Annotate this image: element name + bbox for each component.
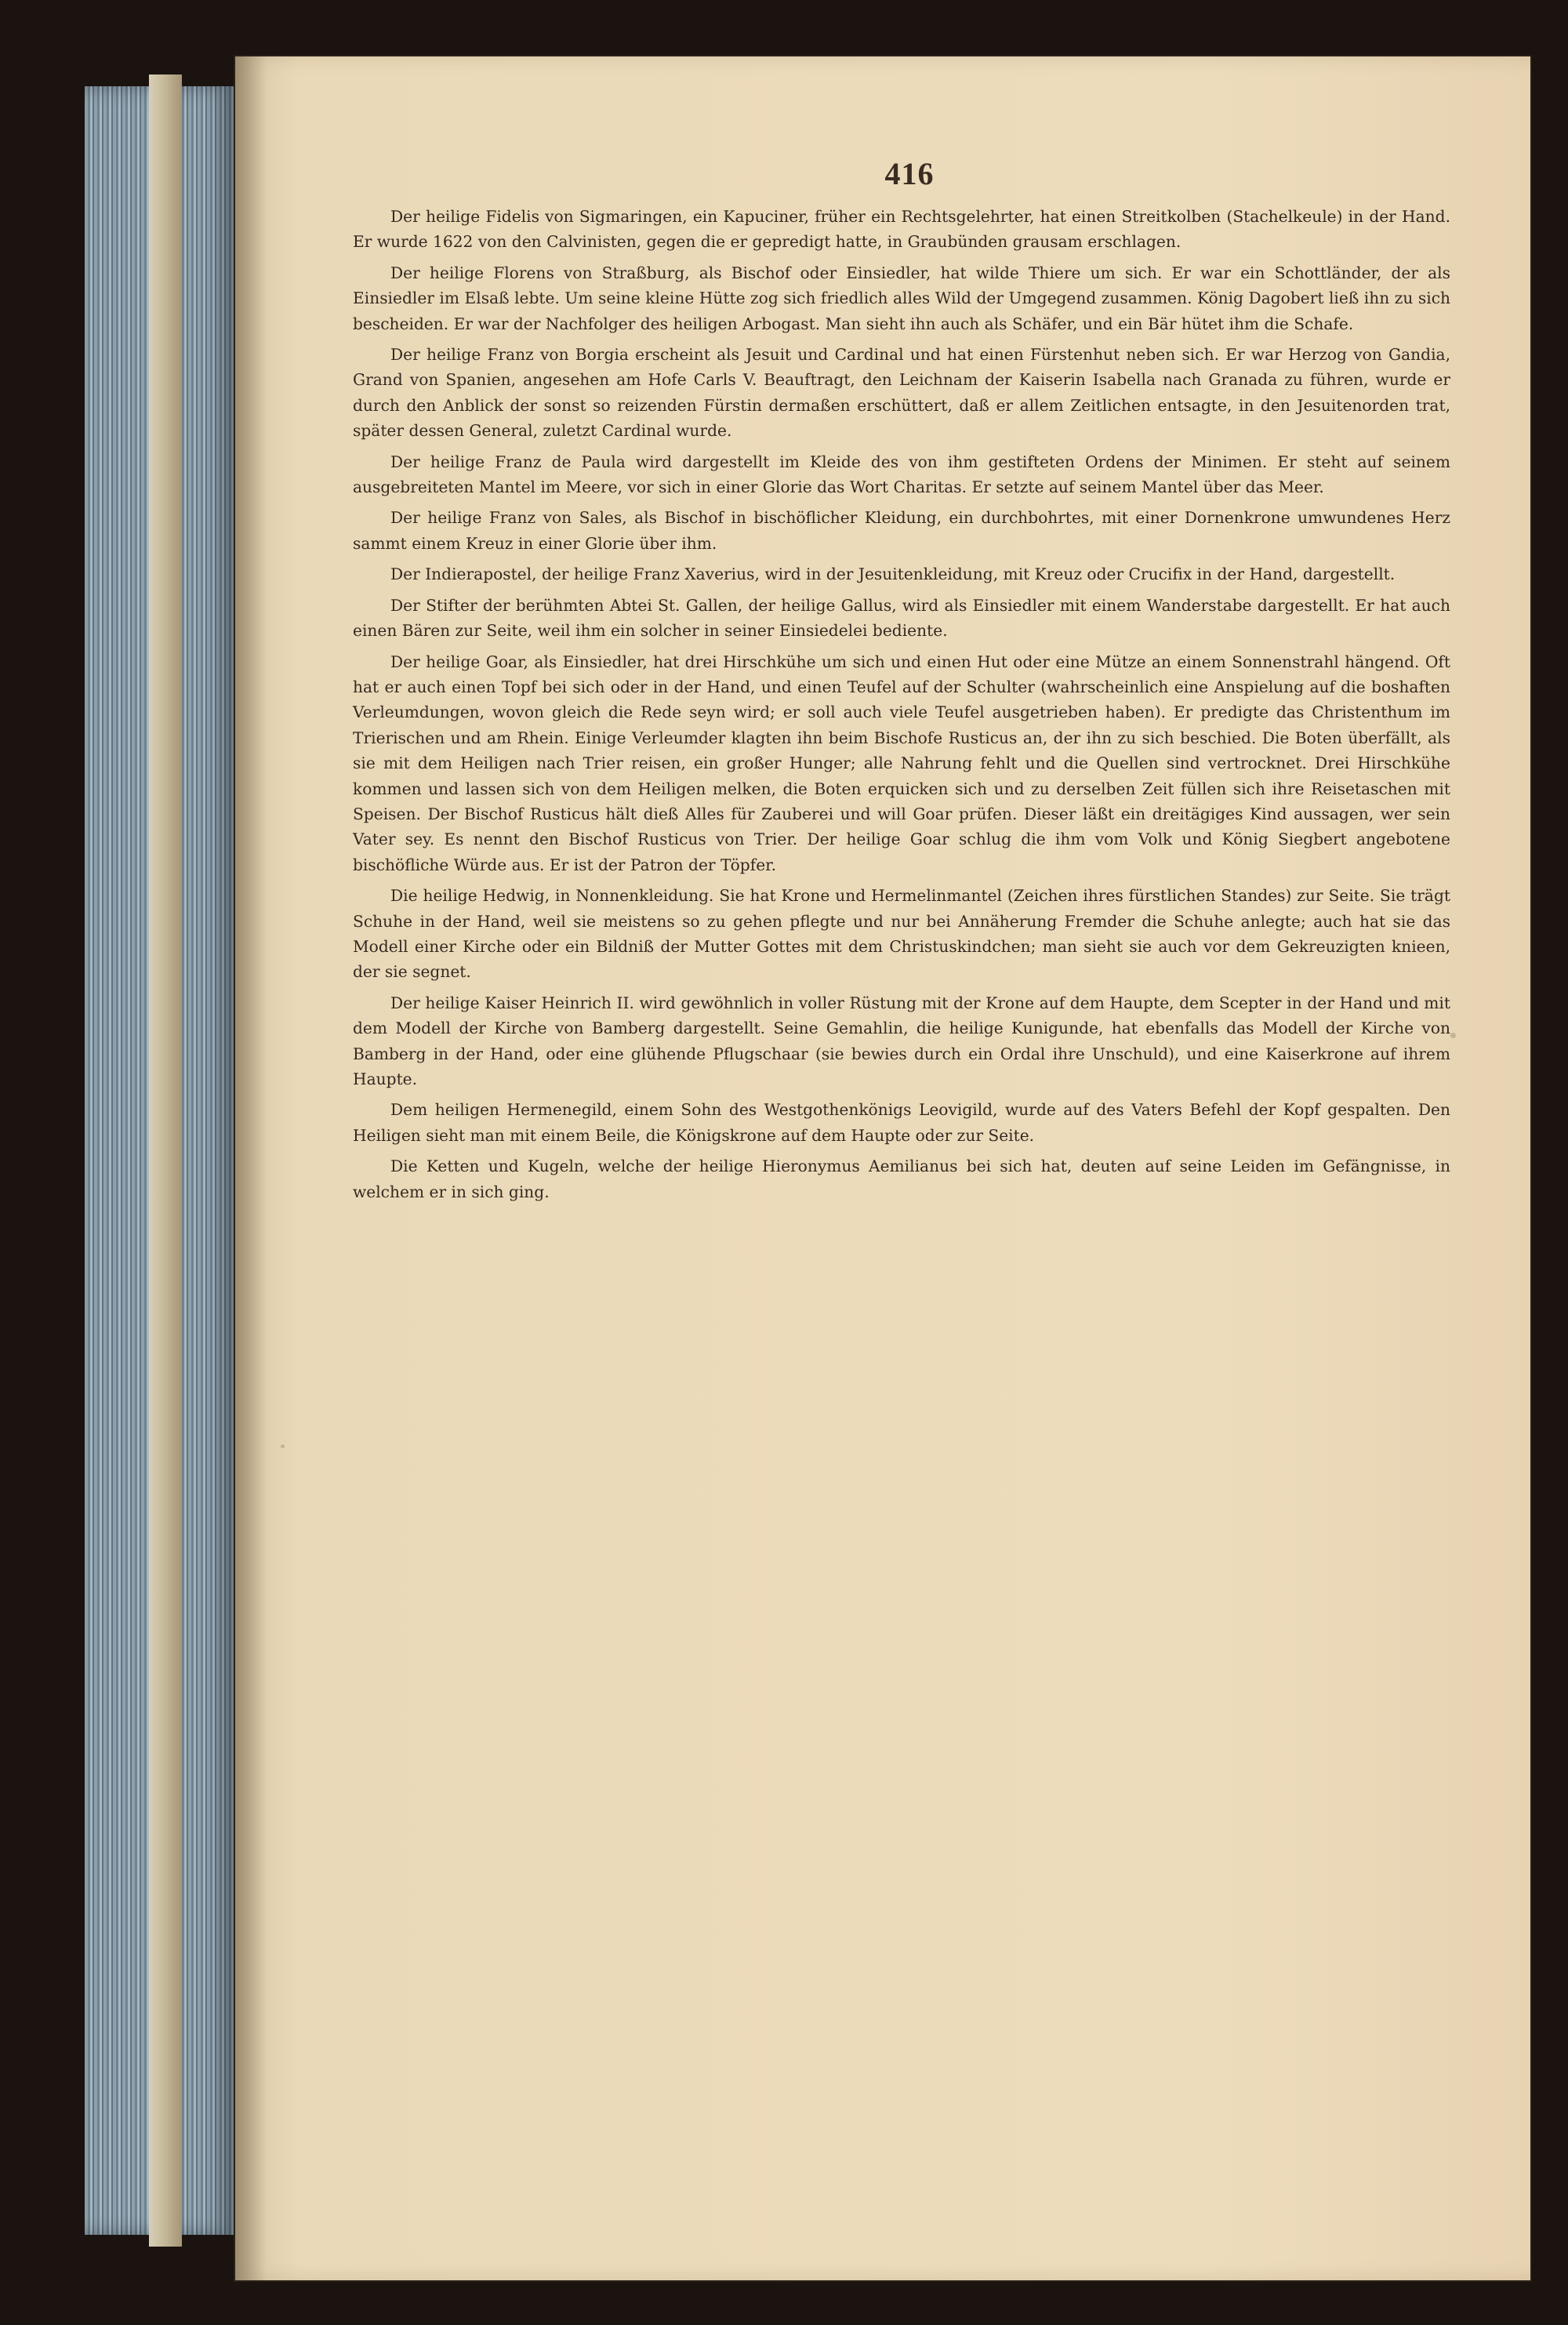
paragraph: Der heilige Franz de Paula wird dargestellt im Kleide des von ihm gestifteten Ordens der Minimen. Er steht auf seinem ausgebreiteten Mantel im Meere, vor sich in einer Glorie das Wort Charitas. Er setzte auf seinem Mantel über das Meer. — [353, 452, 1450, 497]
paragraph: Der heilige Fidelis von Sigmaringen, ein Kapuciner, früher ein Rechtsgelehrter, hat einen Streitkolben (Stachelkeule) in der Hand. Er wurde 1622 von den Calvinisten, gegen die er gepredigt hatte, in Graubünden grausam erschlagen. — [353, 207, 1450, 252]
paragraph: Der heilige Kaiser Heinrich II. wird gewöhnlich in voller Rüstung mit der Krone auf dem Haupte, dem Scepter in der Hand und mit dem Modell der Kirche von Bamberg dargestellt. Seine Gemahlin, die heilige Kunigunde, hat ebenfalls das Modell der Kirche von Bamberg in der Hand, oder eine glühende Pflugschaar (sie bewies durch ein Ordal ihre Unschuld), und eine Kaiserkrone auf ihrem Haupte. — [353, 993, 1450, 1088]
paragraph: Die heilige Hedwig, in Nonnenkleidung. Sie hat Krone und Hermelinmantel (Zeichen ihres fürstlichen Standes) zur Seite. Sie trägt Schuhe in der Hand, weil sie meistens so zu gehen pflegte und nur bei Annäherung Fremder die Schuhe anlegte; auch hat sie das Modell einer Kirche oder ein Bildniß der Mutter Gottes mit dem Christuskindchen; man sieht sie auch vor dem Gekreuzigten knieen, der sie segnet. — [353, 886, 1450, 982]
paragraph: Der Indierapostel, der heilige Franz Xaverius, wird in der Jesuitenkleidung, mit Kreuz oder Crucifix in der Hand, dargestellt. — [390, 565, 1396, 584]
paragraph: Der heilige Florens von Straßburg, als Bischof oder Einsiedler, hat wilde Thiere um sich. Er war ein Schottländer, der als Einsiedler im Elsaß lebte. Um seine kleine Hütte zog sich friedlich alles Wild der Umgegend zusammen. König Dagobert ließ ihn zu sich bescheiden. Er war der Nachfolger des heiligen Arbogast. Man sieht ihn auch als Schäfer, und ein Bär hütet ihm die Schafe. — [353, 263, 1450, 333]
paragraph: Dem heiligen Hermenegild, einem Sohn des Westgothenkönigs Leovigild, wurde auf des Vaters Befehl der Kopf gespalten. Den Heiligen sieht man mit einem Beile, die Königskrone auf dem Haupte oder zur Seite. — [353, 1100, 1450, 1145]
page-number: 416 — [884, 156, 935, 191]
inner-page-edge — [149, 74, 182, 2247]
paragraph: Der Stifter der berühmten Abtei St. Gallen, der heilige Gallus, wird als Einsiedler mit einem Wanderstabe dargestellt. Er hat auch einen Bären zur Seite, weil ihm ein solcher in seiner Einsiedelei bediente. — [353, 595, 1450, 641]
paper-speck — [281, 1444, 285, 1448]
book-page — [235, 56, 1530, 2280]
paper-speck — [1450, 1033, 1456, 1038]
paragraph: Der heilige Franz von Sales, als Bischof in bischöflicher Kleidung, ein durchbohrtes, mit einer Dornenkrone umwundenes Herz sammt einem Kreuz in einer Glorie über ihm. — [353, 508, 1450, 553]
paragraph: Die Ketten und Kugeln, welche der heilige Hieronymus Aemilianus bei sich hat, deuten auf seine Leiden im Gefängnisse, in welchem er in sich ging. — [353, 1157, 1450, 1201]
paragraph: Der heilige Goar, als Einsiedler, hat drei Hirschkühe um sich und einen Hut oder eine Mütze an einem Sonnenstrahl hängend. Oft hat er auch einen Topf bei sich oder in der Hand, und einen Teufel auf der Schulter (wahrscheinlich eine Anspielung auf die boshaften Verleumdungen, wovon gleich die Rede seyn wird; er soll auch viele Teufel ausgetrieben haben). Er predigte das Christenthum im Trierischen und am Rhein. Einige Verleumder klagten ihn beim Bischofe Rusticus an, der ihn zu sich beschied. Die Boten überfällt, als sie mit dem Heiligen nach Trier reisen, ein großer Hunger; alle Nahrung fehlt und die Quellen sind vertrocknet. Drei Hirschkühe kommen und lassen sich von dem Heiligen melken, die Boten erquicken sich und zu derselben Zeit füllen sich ihre Reisetaschen mit Speisen. Der Bischof Rusticus hält dieß Alles für Zauberei und will Goar prüfen. Dieser läßt ein dreitägiges Kind aussagen, wer sein Vater sey. Es nennt den Bischof Rusticus von Trier. Der heilige Goar schlug die ihm vom Volk und König Siegbert angebotene bischöfliche Würde aus. Er ist der Patron der Töpfer. — [353, 652, 1450, 874]
gutter-shadow — [235, 56, 267, 2280]
paragraph: Der heilige Franz von Borgia erscheint als Jesuit und Cardinal und hat einen Fürstenhut neben sich. Er war Herzog von Gandia, Grand von Spanien, angesehen am Hofe Carls V. Beauftragt, den Leichnam der Kaiserin Isabella nach Granada zu führen, wurde er durch den Anblick der sonst so reizenden Fürstin dermaßen erschüttert, daß er allem Zeitlichen entsagte, in den Jesuitenorden trat, später dessen General, zuletzt Cardinal wurde. — [353, 345, 1450, 441]
page-text — [353, 204, 1450, 1204]
